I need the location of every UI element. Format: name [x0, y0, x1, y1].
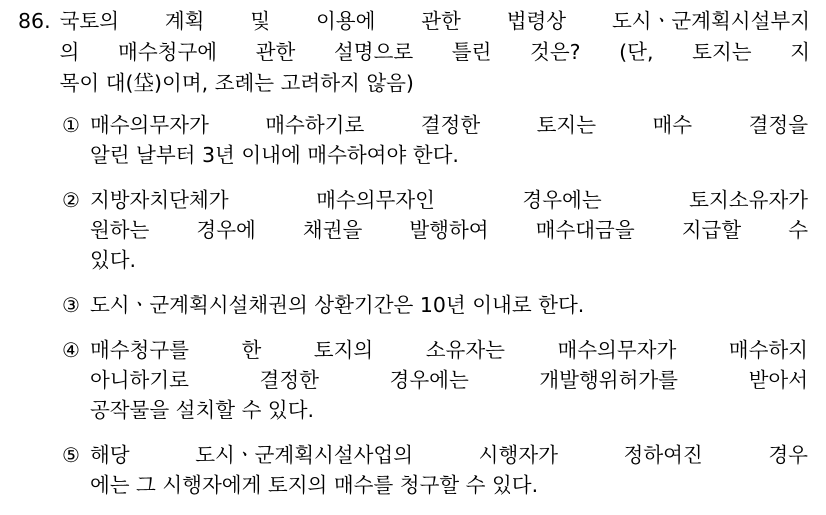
- choice-line: 원하는 경우에 채권을 발행하여 매수대금을 지급할 수: [89, 218, 808, 242]
- choice-text: [90, 185, 808, 275]
- choice-line: 매수의무자가 매수하기로 결정한 토지는 매수 결정을: [89, 113, 808, 137]
- choice-item-2[interactable]: [62, 185, 808, 275]
- choice-line: 에는 그 시행자에게 토지의 매수를 청구할 수 있다.: [89, 473, 539, 497]
- question-number: 86.: [18, 9, 51, 33]
- choice-item-1[interactable]: [62, 110, 808, 170]
- choice-line: 지방자치단체가 매수의무자인 경우에는 토지소유자가: [89, 188, 808, 212]
- choice-marker: ⑤: [62, 443, 80, 467]
- choice-line: 있다.: [89, 248, 137, 272]
- choice-list: [62, 110, 808, 515]
- choice-line: 해당 도시ㆍ군계획시설사업의 시행자가 정하여진 경우: [89, 443, 808, 467]
- choice-item-5[interactable]: [62, 440, 808, 500]
- question-stem-line: 의 매수청구에 관한 설명으로 틀린 것은? (단, 토지는 지: [59, 40, 810, 64]
- choice-line: 공작물을 설치할 수 있다.: [89, 398, 315, 422]
- question-stem-line: 목이 대(垈)이며, 조례는 고려하지 않음): [59, 71, 414, 95]
- choice-item-4[interactable]: [62, 335, 808, 425]
- question-stem-line: 국토의 계획 및 이용에 관한 법령상 도시ㆍ군계획시설부지: [59, 9, 810, 33]
- choice-text: [90, 440, 808, 500]
- question-block: [18, 6, 810, 99]
- question-row: [18, 6, 810, 99]
- choice-marker: ③: [62, 293, 80, 317]
- choice-text: [90, 110, 808, 170]
- choice-line: 도시ㆍ군계획시설채권의 상환기간은 10년 이내로 한다.: [89, 293, 585, 317]
- choice-line: 아니하기로 결정한 경우에는 개발행위허가를 받아서: [89, 368, 808, 392]
- choice-text: [90, 290, 808, 320]
- choice-marker: ②: [62, 188, 80, 212]
- choice-line: 매수청구를 한 토지의 소유자는 매수의무자가 매수하지: [89, 338, 808, 362]
- choice-marker: ①: [62, 113, 80, 137]
- question-stem: [60, 6, 810, 99]
- choice-item-3[interactable]: [62, 290, 808, 320]
- choice-text: [90, 335, 808, 425]
- choice-line: 알린 날부터 3년 이내에 매수하여야 한다.: [89, 143, 459, 167]
- choice-marker: ④: [62, 338, 80, 362]
